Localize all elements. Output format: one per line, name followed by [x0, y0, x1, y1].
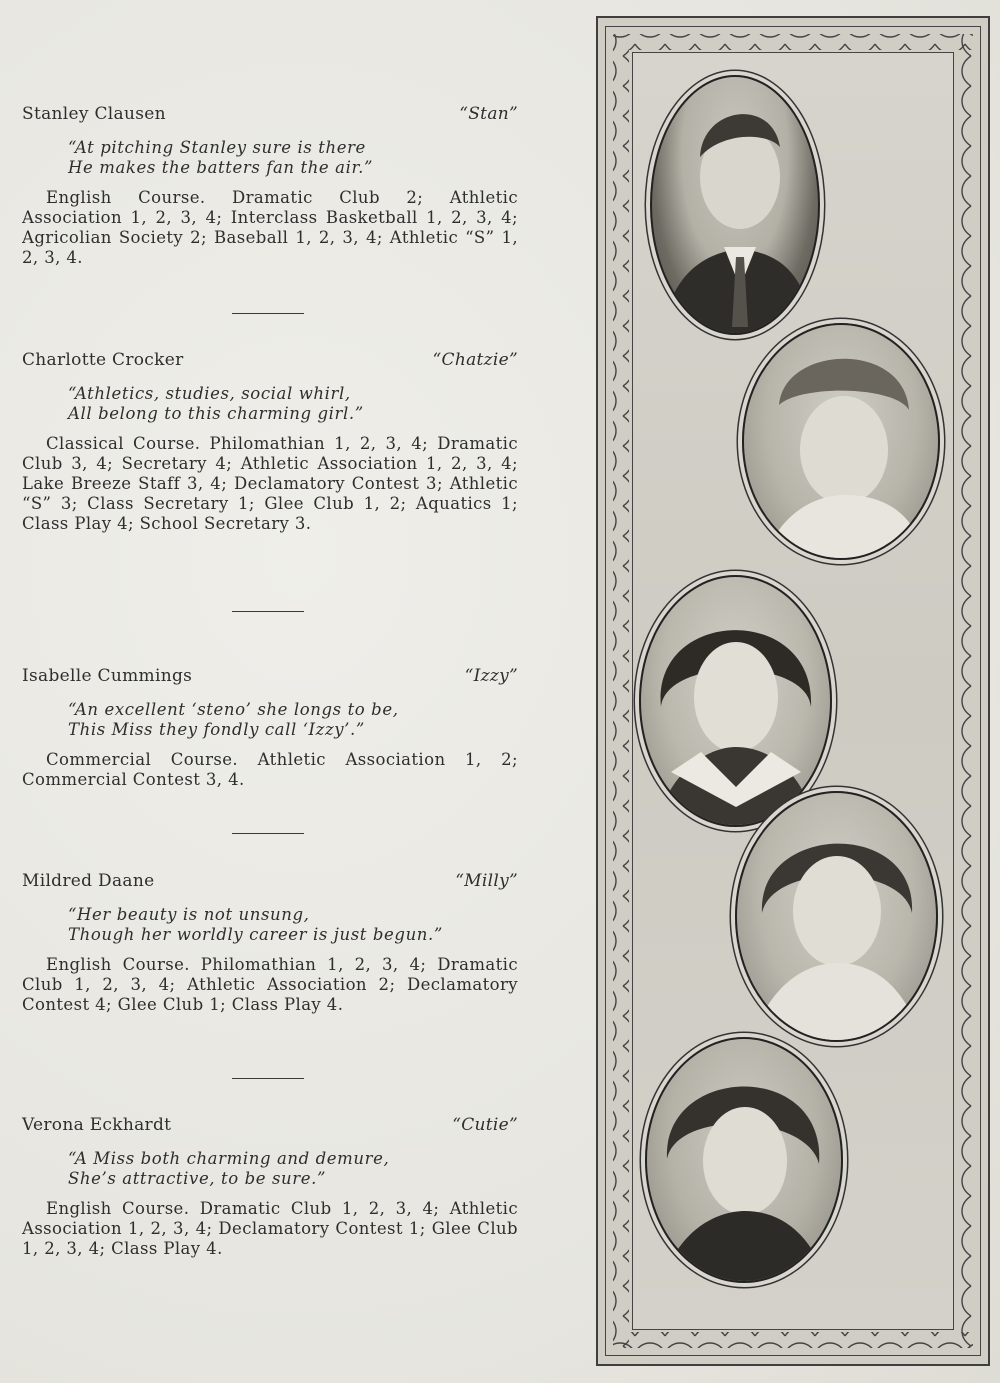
section-divider — [232, 611, 304, 612]
portrait-figure — [641, 577, 830, 825]
quote-line: “An excellent ‘steno’ she longs to be, — [68, 700, 399, 719]
quote-line: Though her worldly career is just begun.” — [68, 925, 443, 944]
senior-quote — [68, 1149, 518, 1189]
section-divider — [232, 313, 304, 314]
senior-quote — [68, 384, 518, 424]
portrait-charlotte-crocker — [742, 323, 940, 560]
portrait-figure — [647, 1039, 841, 1281]
quote-line: She’s attractive, to be sure.” — [68, 1169, 327, 1188]
senior-quote — [68, 905, 518, 945]
senior-entry-mildred-daane — [22, 871, 518, 1015]
quote-line: “At pitching Stanley sure is there — [68, 138, 366, 157]
quote-line: This Miss they fondly call ‘Izzy’.” — [68, 720, 365, 739]
senior-nickname: “Chatzie” — [432, 350, 518, 370]
portrait-verona-eckhardt — [645, 1037, 843, 1283]
portrait-figure — [737, 793, 936, 1040]
senior-name: Isabelle Cummings — [22, 666, 193, 686]
senior-activities: English Course. Philomathian 1, 2, 3, 4; Dramatic Club 1, 2, 3, 4; Athletic Association 2; Declamatory Contest 4; Glee Club 1; Class Play 4. — [22, 955, 518, 1014]
senior-entry-verona-eckhardt — [22, 1115, 518, 1259]
senior-activities: Classical Course. Philomathian 1, 2, 3, 4; Dramatic Club 3, 4; Secretary 4; Athletic Association 1, 2, 3, 4; Lake Breeze Staff 3, 4; Declamatory Contest 3; Athletic “S” 3; Class Secretary 1; Glee Club 1, 2; Aquatics 1; Class Play 4; School Secretary 3. — [22, 434, 518, 533]
section-divider — [232, 1078, 304, 1079]
quote-line: “Her beauty is not unsung, — [68, 905, 310, 924]
senior-nickname: “Izzy” — [464, 666, 518, 686]
senior-entry-isabelle-cummings — [22, 666, 518, 790]
senior-nickname: “Milly” — [455, 871, 518, 891]
senior-entry-charlotte-crocker — [22, 350, 518, 534]
portrait-stanley-clausen — [650, 75, 820, 335]
senior-nickname: “Stan” — [459, 104, 518, 124]
senior-activities: English Course. Dramatic Club 1, 2, 3, 4; Athletic Association 1, 2, 3, 4; Declamatory Contest 1; Glee Club 1, 2, 3, 4; Class Play 4. — [22, 1199, 518, 1258]
quote-line: “Athletics, studies, social whirl, — [68, 384, 351, 403]
senior-activities: Commercial Course. Athletic Association 1, 2; Commercial Contest 3, 4. — [22, 750, 518, 789]
portrait-mildred-daane — [735, 791, 938, 1042]
senior-quote — [68, 138, 518, 178]
senior-quote — [68, 700, 518, 740]
portrait-isabelle-cummings — [639, 575, 832, 827]
portrait-figure — [744, 325, 938, 558]
senior-entry-stanley-clausen — [22, 104, 518, 268]
quote-line: He makes the batters fan the air.” — [68, 158, 374, 177]
senior-name: Verona Eckhardt — [22, 1115, 172, 1135]
portrait-figure — [652, 77, 818, 333]
section-divider — [232, 833, 304, 834]
senior-nickname: “Cutie” — [452, 1115, 518, 1135]
quote-line: “A Miss both charming and demure, — [68, 1149, 390, 1168]
senior-name: Stanley Clausen — [22, 104, 166, 124]
senior-name: Mildred Daane — [22, 871, 155, 891]
quote-line: All belong to this charming girl.” — [68, 404, 364, 423]
senior-activities: English Course. Dramatic Club 2; Athletic Association 1, 2, 3, 4; Interclass Basketball 1, 2, 3, 4; Agricolian Society 2; Baseball 1, 2, 3, 4; Athletic “S” 1, 2, 3, 4. — [22, 188, 518, 267]
senior-name: Charlotte Crocker — [22, 350, 184, 370]
